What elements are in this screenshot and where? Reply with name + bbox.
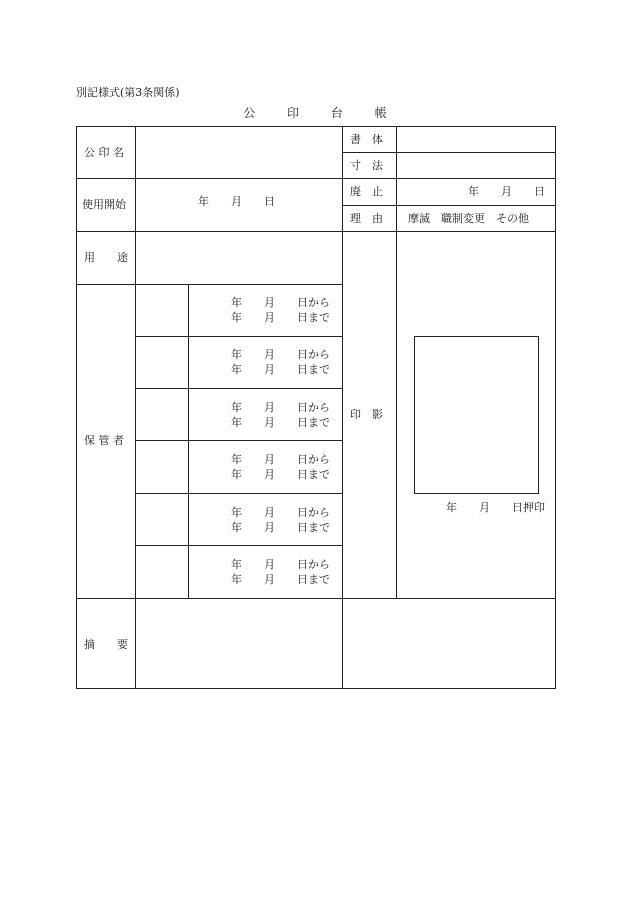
seal-impression-box (414, 336, 539, 494)
period-from: 年 月 日から (231, 348, 330, 361)
start-use-date: 年 月 日 (198, 195, 275, 208)
dimensions-label: 寸 法 (350, 159, 383, 172)
page-title (0, 104, 630, 121)
summary-label: 摘 要 (84, 638, 128, 651)
start-use-label: 使用開始 (82, 198, 126, 211)
period-from: 年 月 日から (231, 401, 330, 414)
reason-options: 摩滅 職制変更 その他 (408, 212, 529, 225)
reason-label: 理 由 (350, 212, 383, 225)
purpose-label: 用 途 (84, 251, 128, 264)
period-from: 年 月 日から (231, 453, 330, 466)
title-char: 台 (330, 106, 343, 120)
abolition-date: 年 月 日 (468, 185, 545, 198)
seal-name-label: 公 印 名 (84, 146, 124, 159)
period-to: 年 月 日まで (231, 363, 330, 376)
period-to: 年 月 日まで (231, 311, 330, 324)
custodian-label: 保 管 者 (84, 434, 124, 447)
period-to: 年 月 日まで (231, 573, 330, 586)
form-label: 別記様式(第3条関係) (76, 86, 180, 99)
title-char: 公 (243, 106, 256, 120)
period-from: 年 月 日から (231, 558, 330, 571)
title-char: 印 (287, 106, 300, 120)
period-to: 年 月 日まで (231, 521, 330, 534)
typeface-label: 書 体 (350, 133, 383, 146)
impression-label: 印 影 (350, 408, 383, 421)
period-from: 年 月 日から (231, 506, 330, 519)
period-to: 年 月 日まで (231, 416, 330, 429)
seal-date: 年 月 日押印 (446, 501, 545, 514)
period-to: 年 月 日まで (231, 468, 330, 481)
abolition-label: 廃 止 (350, 185, 383, 198)
title-char: 帳 (374, 106, 387, 120)
period-from: 年 月 日から (231, 296, 330, 309)
